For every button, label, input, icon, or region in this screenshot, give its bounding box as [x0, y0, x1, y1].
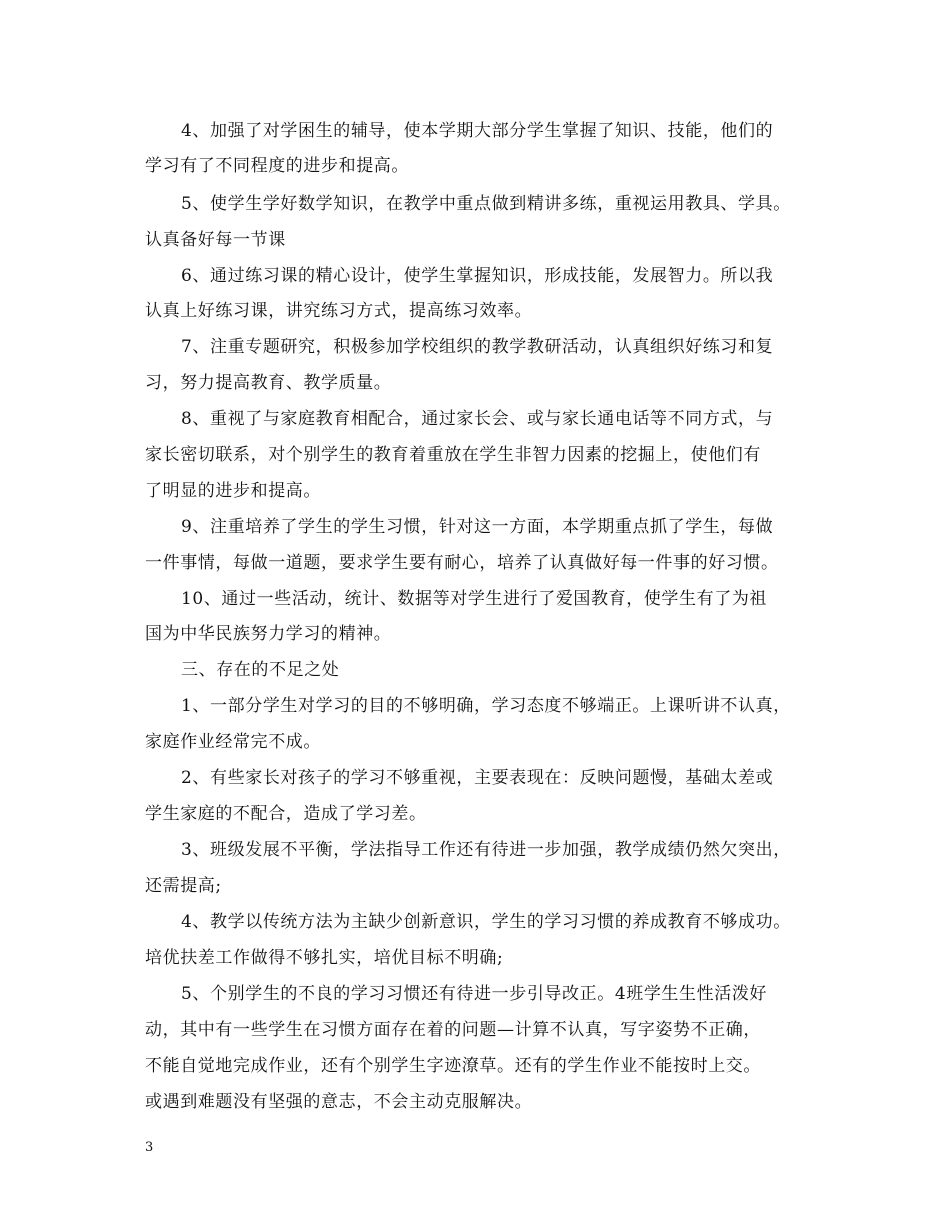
page-number: 3	[145, 1140, 154, 1155]
text-line: 3、班级发展不平衡，学法指导工作还有待进一步加强，教学成绩仍然欠突出，	[181, 840, 791, 860]
text-line: 6、通过练习课的精心设计，使学生掌握知识，形成技能，发展智力。所以我	[181, 266, 774, 286]
text-line: 动，其中有一些学生在习惯方面存在着的问题—计算不认真，写字姿势不正确，	[145, 1020, 761, 1040]
text-line: 不能自觉地完成作业，还有个别学生字迹潦草。还有的学生作业不能按时上交。	[145, 1056, 761, 1076]
text-line: 了明显的进步和提高。	[145, 481, 321, 501]
text-line: 8、重视了与家庭教育相配合，通过家长会、或与家长通电话等不同方式，与	[181, 409, 774, 429]
text-line: 9、注重培养了学生的学生习惯，针对这一方面，本学期重点抓了学生，每做	[181, 517, 774, 537]
text-line: 认真备好每一节课	[145, 230, 286, 250]
text-line: 5、个别学生的不良的学习习惯还有待进一步引导改正。4班学生生性活泼好	[181, 984, 768, 1004]
section-heading: 三、存在的不足之处	[181, 660, 340, 680]
text-line: 学习有了不同程度的进步和提高。	[145, 156, 409, 176]
text-line: 还需提高;	[145, 876, 222, 896]
text-line: 7、注重专题研究，积极参加学校组织的教学教研活动，认真组织好练习和复	[181, 337, 774, 357]
text-line: 家长密切联系，对个别学生的教育着重放在学生非智力因素的挖掘上，使他们有	[145, 445, 761, 465]
text-line: 家庭作业经常完不成。	[145, 732, 321, 752]
text-line: 学生家庭的不配合，造成了学习差。	[145, 804, 427, 824]
text-line: 国为中华民族努力学习的精神。	[145, 624, 392, 644]
text-line: 认真上好练习课，讲究练习方式，提高练习效率。	[145, 301, 533, 321]
text-line: 1、一部分学生对学习的目的不够明确，学习态度不够端正。上课听讲不认真，	[181, 696, 791, 716]
text-line: 或遇到难题没有坚强的意志，不会主动克服解决。	[145, 1092, 533, 1112]
text-line: 4、加强了对学困生的辅导，使本学期大部分学生掌握了知识、技能，他们的	[181, 121, 774, 141]
text-line: 10、通过一些活动，统计、数据等对学生进行了爱国教育，使学生有了为祖	[181, 589, 768, 609]
text-line: 2、有些家长对孩子的学习不够重视，主要表现在：反映问题慢，基础太差或	[181, 768, 774, 788]
text-line: 习，努力提高教育、教学质量。	[145, 373, 392, 393]
text-line: 一件事情，每做一道题，要求学生要有耐心，培养了认真做好每一件事的好习惯。	[145, 553, 779, 573]
text-line: 5、使学生学好数学知识，在教学中重点做到精讲多练，重视运用教具、学具。	[181, 194, 791, 214]
text-line: 4、教学以传统方法为主缺少创新意识，学生的学习习惯的养成教育不够成功。	[181, 912, 791, 932]
text-line: 培优扶差工作做得不够扎实，培优目标不明确;	[145, 948, 504, 968]
